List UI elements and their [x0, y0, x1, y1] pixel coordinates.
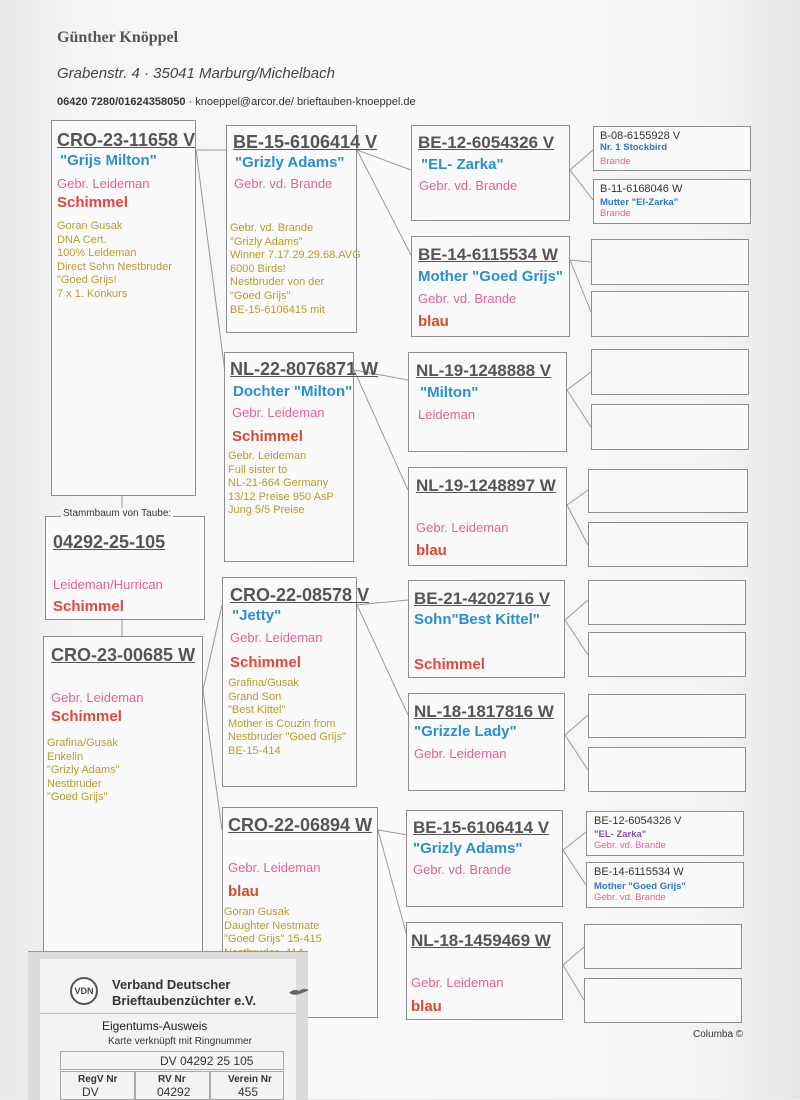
gen2-4-ring: CRO-22-06894 W	[228, 815, 373, 835]
contact-separator: ·	[188, 96, 193, 108]
gen4-13-breeder: Gebr. vd. Brande	[594, 840, 666, 851]
gen3-2-breeder: Gebr. vd. Brande	[418, 291, 517, 306]
gen2-1-ring: BE-15-6106414 V	[233, 132, 378, 152]
gen2-1-info: Gebr. vd. Brande "Grizly Adams" Winner 7.17.29.29.68.AVG 6000 Birds! Nestbruder von der "Goed Grijs" BE-15-6106415 mit	[230, 222, 361, 316]
columba-credit: Columba ©	[693, 1029, 744, 1040]
gen3-7-name: "Grizly Adams"	[413, 840, 523, 857]
gen3-5-name: Sohn"Best Kittel"	[414, 611, 540, 628]
card-value-rv: 04292	[157, 1085, 191, 1099]
gen2-3-color: Schimmel	[230, 654, 301, 671]
gen3-4-color: blau	[416, 542, 447, 559]
gen2-3-breeder: Gebr. Leideman	[230, 630, 323, 645]
gen3-8-breeder: Gebr. Leideman	[411, 975, 504, 990]
owner-name: Günther Knöppel	[57, 29, 179, 46]
gen4-box-9[interactable]	[588, 580, 746, 625]
gen4-box-15[interactable]	[584, 924, 742, 969]
ownership-card-inner	[40, 959, 296, 1100]
gen2-4-info: Goran Gusak Daughter Nestmate "Goed Grijs" 15-415	[224, 906, 322, 946]
gen4-1-ring: B-08-6155928 V	[600, 130, 681, 142]
sire-ring: CRO-23-11658 V	[57, 130, 196, 150]
gen3-1-name: "EL- Zarka"	[421, 156, 504, 173]
gen4-2-ring: B-11-6168046 W	[600, 183, 683, 195]
gen4-box-4[interactable]	[591, 291, 749, 337]
gen4-box-6[interactable]	[591, 404, 749, 450]
gen4-box-12[interactable]	[588, 747, 746, 792]
gen4-14-name: Mother "Goed Grijs"	[594, 881, 686, 892]
gen3-3-name: "Milton"	[420, 384, 479, 401]
gen2-3-ring: CRO-22-08578 V	[230, 585, 370, 605]
gen3-3-breeder: Leideman	[418, 407, 476, 422]
card-org-line-1: Verband Deutscher	[112, 977, 231, 992]
dam-color: Schimmel	[51, 708, 122, 725]
dam-info: Grafina/Gusak Enkelin "Grizly Adams" Nestbruder "Goed Grijs"	[47, 737, 120, 804]
gen3-5-ring: BE-21-4202716 V	[414, 589, 551, 608]
gen2-4-breeder: Gebr. Leideman	[228, 860, 321, 875]
gen4-13-name: "EL- Zarka"	[594, 829, 647, 840]
dam-breeder: Gebr. Leideman	[51, 690, 144, 705]
gen4-14-breeder: Gebr. vd. Brande	[594, 892, 666, 903]
gen2-2-breeder: Gebr. Leideman	[232, 405, 325, 420]
gen3-7-breeder: Gebr. vd. Brande	[413, 862, 512, 877]
gen4-2-name: Mutter "El-Zarka"	[600, 197, 679, 208]
gen4-box-5[interactable]	[591, 349, 749, 395]
card-title: Eigentums-Ausweis	[102, 1019, 208, 1033]
card-divider	[40, 1013, 296, 1014]
gen3-4-breeder: Gebr. Leideman	[416, 520, 509, 535]
gen3-1-breeder: Gebr. vd. Brande	[419, 178, 518, 193]
gen2-2-color: Schimmel	[232, 428, 303, 445]
gen4-box-7[interactable]	[588, 469, 748, 513]
card-value-regv: DV	[82, 1085, 99, 1099]
gen3-6-ring: NL-18-1817816 W	[414, 702, 554, 721]
card-ring-number: DV 04292 25 105	[160, 1054, 254, 1068]
gen3-4-ring: NL-19-1248897 W	[416, 476, 556, 495]
gen4-14-ring: BE-14-6115534 W	[594, 866, 684, 878]
owner-phone: 06420 7280/01624358050	[57, 96, 186, 108]
card-subtitle: Karte verknüpft mit Ringnummer	[108, 1036, 252, 1047]
gen4-13-ring: BE-12-6054326 V	[594, 815, 682, 827]
gen2-3-info: Grafina/Gusak Grand Son "Best Kittel" Mother is Couzin from Nestbruder "Goed Grijs" BE-15-414	[228, 677, 346, 757]
gen4-box-8[interactable]	[588, 522, 748, 567]
gen2-1-breeder: Gebr. vd. Brande	[234, 176, 333, 191]
card-value-verein: 455	[238, 1085, 259, 1099]
gen4-box-11[interactable]	[588, 694, 746, 738]
gen2-2-ring: NL-22-8076871 W	[230, 359, 379, 379]
ownership-card	[28, 951, 308, 1100]
sire-color: Schimmel	[57, 194, 128, 211]
card-header-rv: RV Nr	[158, 1074, 186, 1085]
owner-address: Grabenstr. 4 · 35041 Marburg/Michelbach	[57, 65, 335, 82]
gen3-8-ring: NL-18-1459469 W	[411, 931, 551, 950]
gen2-2-info: Gebr. Leideman Full sister to NL-21-664 Germany 13/12 Preise 950 AsP Jung 5/5 Preise	[228, 450, 334, 517]
subject-label: Stammbaum von Taube:	[63, 508, 172, 519]
gen2-3-name: "Jetty"	[232, 607, 282, 624]
pigeon-icon	[288, 987, 310, 997]
gen3-6-breeder: Gebr. Leideman	[414, 746, 507, 761]
gen4-box-3[interactable]	[591, 239, 749, 285]
gen3-1-ring: BE-12-6054326 V	[418, 133, 555, 152]
subject-color: Schimmel	[53, 598, 124, 615]
gen3-7-ring: BE-15-6106414 V	[413, 818, 550, 837]
sire-breeder: Gebr. Leideman	[57, 176, 150, 191]
gen3-6-name: "Grizzle Lady"	[414, 723, 517, 740]
subject-ring: 04292-25-105	[53, 532, 166, 552]
gen3-8-color: blau	[411, 998, 442, 1015]
gen2-2-name: Dochter "Milton"	[233, 383, 353, 400]
subject-breeder: Leideman/Hurrican	[53, 577, 163, 592]
gen3-2-ring: BE-14-6115534 W	[418, 245, 558, 264]
card-header-verein: Verein Nr	[228, 1074, 272, 1085]
gen2-4-color: blau	[228, 883, 259, 900]
card-header-regv: RegV Nr	[78, 1074, 118, 1085]
gen4-1-name: Nr. 1 Stockbird	[600, 142, 668, 153]
gen3-2-name: Mother "Goed Grijs"	[418, 268, 564, 285]
owner-email[interactable]: knoeppel@arcor.de/ brieftauben-knoeppel.de	[195, 96, 416, 108]
gen3-3-ring: NL-19-1248888 V	[416, 361, 552, 380]
sire-info: Goran Gusak DNA Cert. 100% Leideman Direct Sohn Nestbruder "Goed Grijs! 7 x 1. Konkurs	[57, 220, 172, 300]
vdn-logo-icon: VDN	[70, 977, 98, 1005]
gen3-2-color: blau	[418, 313, 449, 330]
card-org-line-2: Brieftaubenzüchter e.V.	[112, 993, 257, 1008]
dam-ring: CRO-23-00685 W	[51, 645, 196, 665]
gen3-5-color: Schimmel	[414, 656, 485, 673]
gen4-box-16[interactable]	[584, 978, 742, 1023]
sire-name: "Grijs Milton"	[60, 152, 157, 169]
gen4-box-10[interactable]	[588, 632, 746, 677]
gen4-2-breeder: Brande	[600, 208, 631, 219]
gen2-1-name: "Grizly Adams"	[235, 154, 345, 171]
gen4-1-breeder: Brande	[600, 156, 631, 167]
